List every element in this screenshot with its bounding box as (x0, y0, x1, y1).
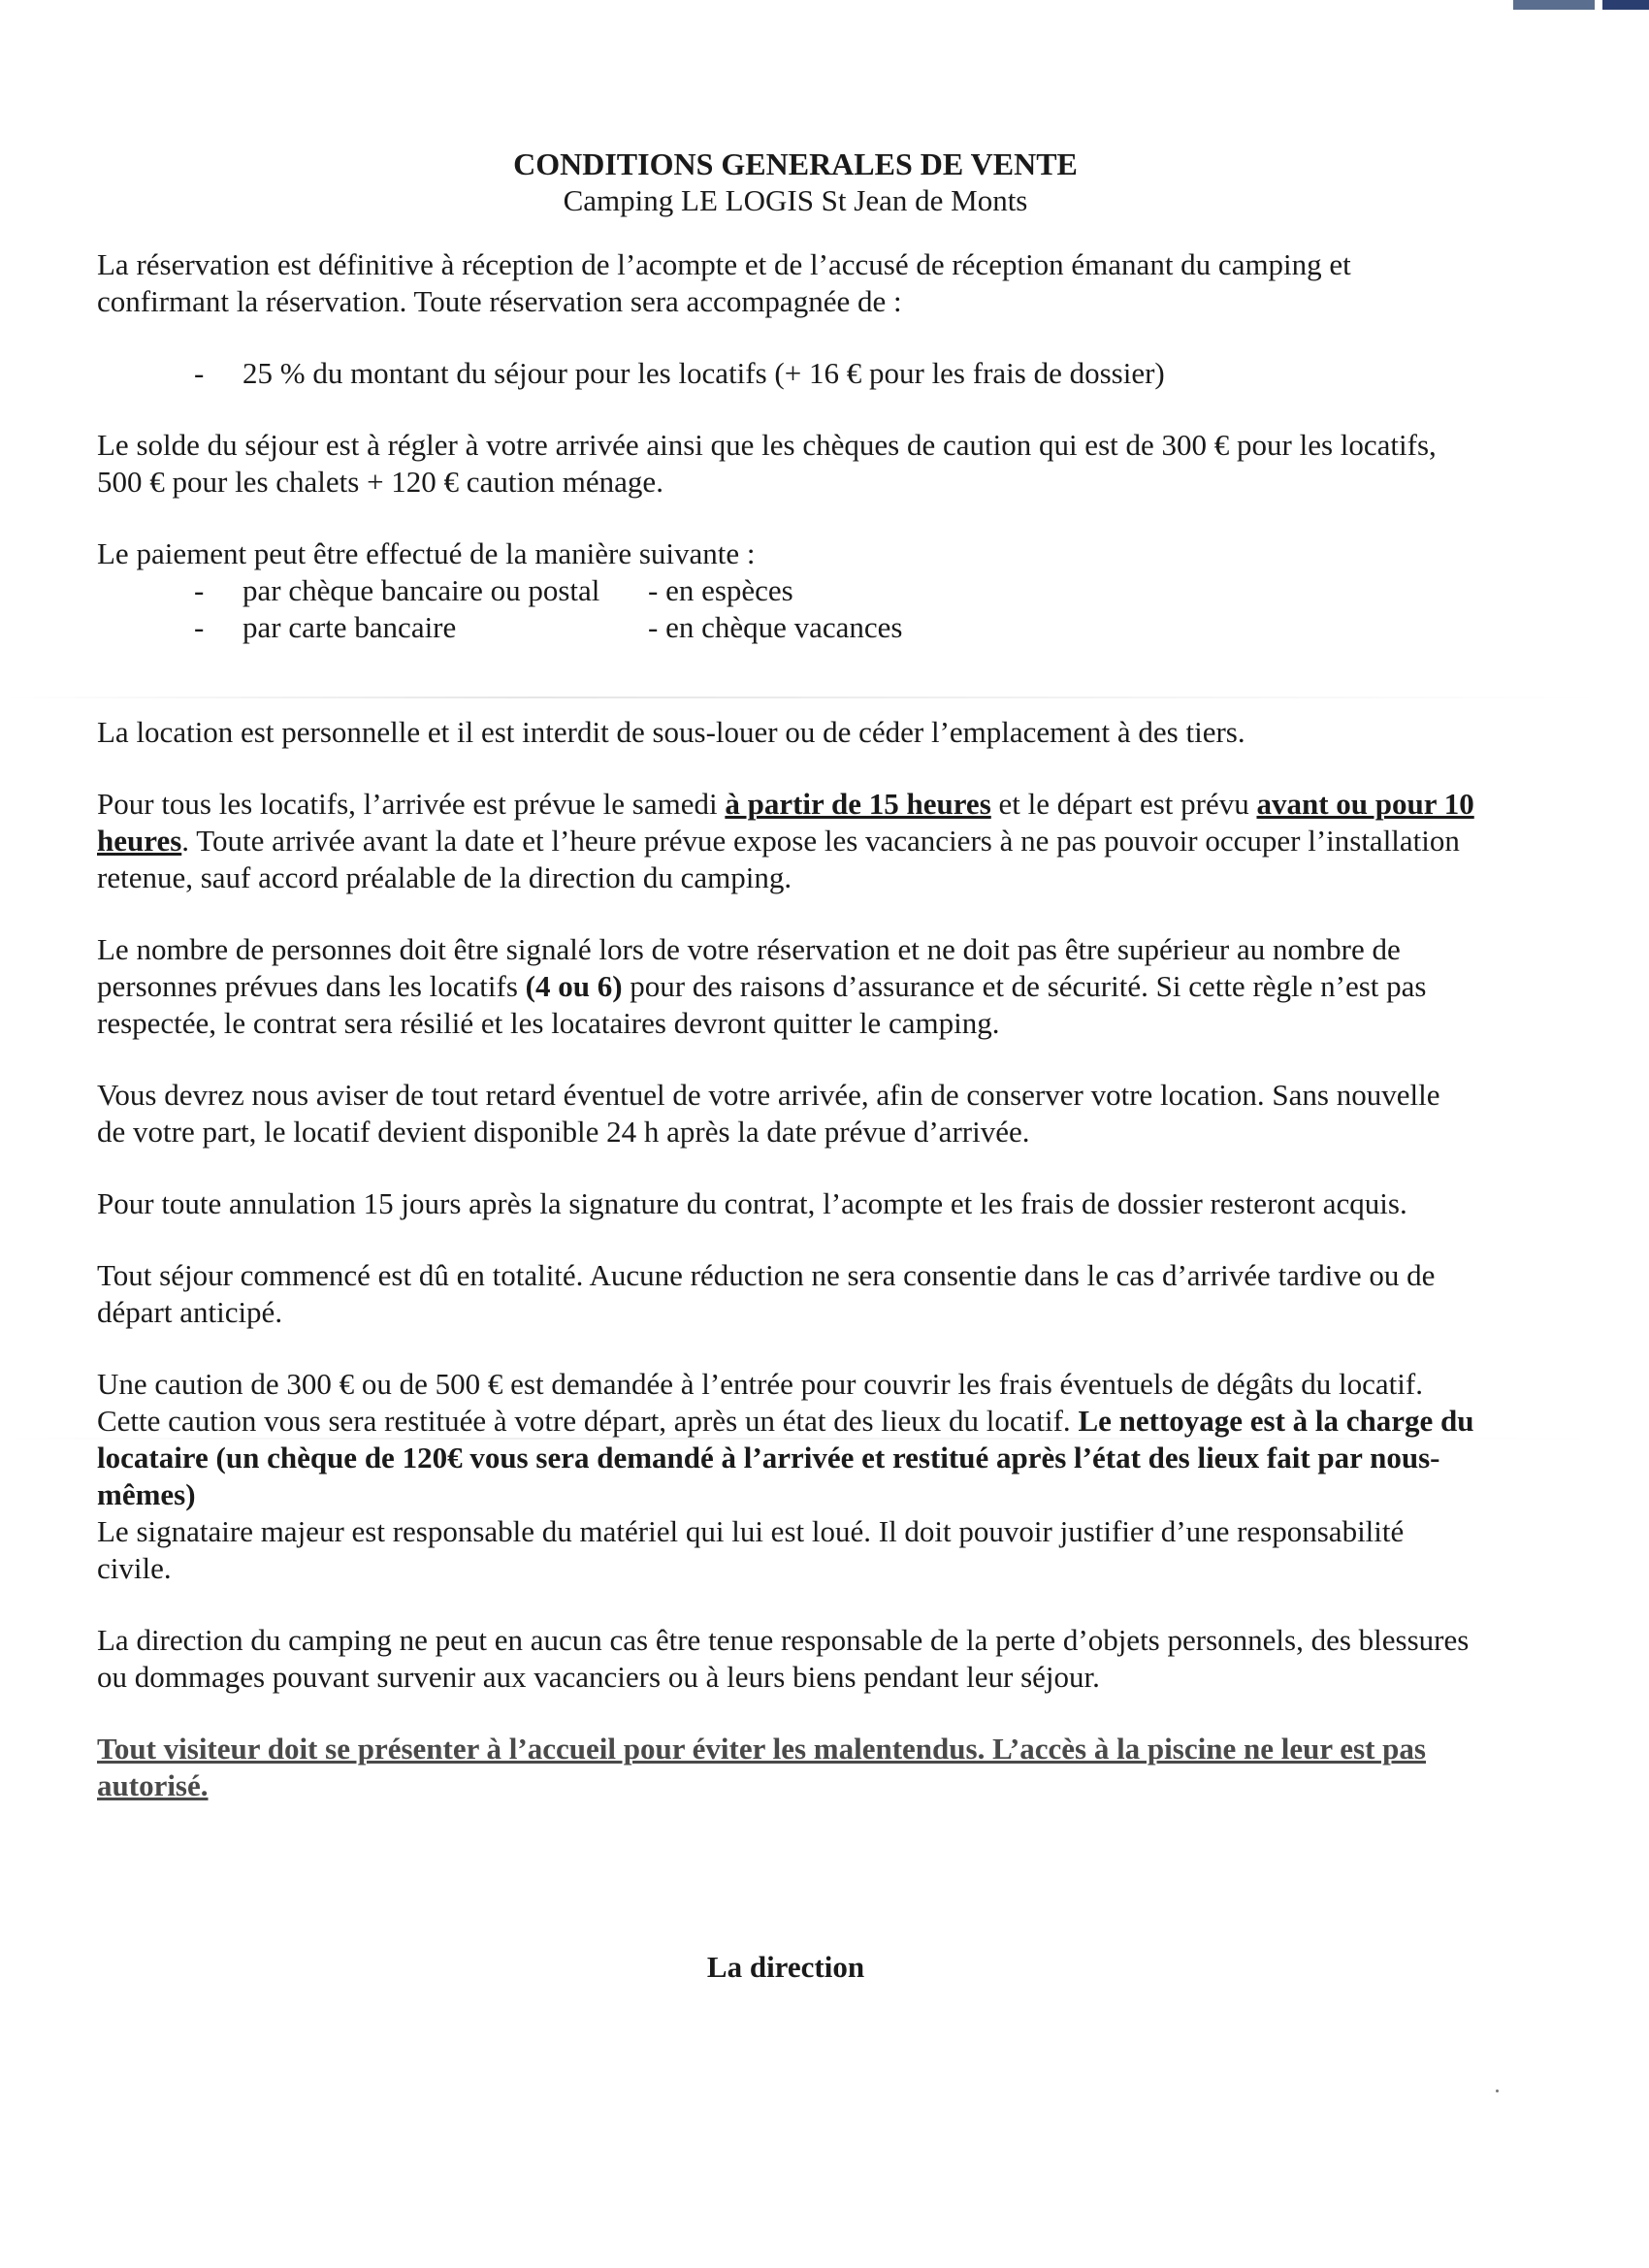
title-block (116, 146, 1474, 219)
payment-method: par chèque bancaire ou postal (242, 573, 600, 607)
occupancy-paragraph (97, 931, 1474, 1042)
arrival-time: à partir de 15 heures (725, 787, 991, 821)
cleaning-note: Le nettoyage est à la charge du locataire (un chèque de 120€ vous sera demandé à l’arrivée et restitué après l’état des lieux fait par nous-mêmes) (97, 1404, 1474, 1511)
scan-corner-mark (1513, 0, 1649, 14)
occupancy-text: Le nombre de personnes doit être signalé lors de votre réservation et ne doit pas être supérieur au nombre de personnes prévues dans les locatifs (97, 932, 1401, 1003)
cancellation-paragraph: Pour toute annulation 15 jours après la signature du contrat, l’acompte et les frais de dossier resteront acquis. (97, 1186, 1407, 1220)
bullet-dash: - (194, 356, 205, 390)
payment-section (97, 535, 1474, 646)
payment-method: - en chèque vacances (648, 610, 903, 644)
list-item-text: 25 % du montant du séjour pour les locatifs (+ 16 € pour les frais de dossier) (242, 356, 1165, 390)
deposit-text: Une caution de 300 € ou de 500 € est demandée à l’entrée pour couvrir les frais éventuels de dégâts du locatif. Cette caution vous sera restituée à votre départ, après un état des lieux du locatif. (97, 1367, 1423, 1438)
delay-paragraph: Vous devrez nous aviser de tout retard éventuel de votre arrivée, afin de conserver votre location. Sans nouvelle de votre part, le locatif devient disponible 24 h après la date prévue d’arrivée. (97, 1078, 1440, 1149)
payment-method: par carte bancaire (242, 610, 457, 644)
full-stay-paragraph: Tout séjour commencé est dû en totalité. Aucune réduction ne sera consentie dans le cas d’arrivée tardive ou de départ anticipé. (97, 1258, 1436, 1329)
page-title: CONDITIONS GENERALES DE VENTE (513, 146, 1078, 181)
scan-speck (1496, 2090, 1499, 2092)
payment-intro: Le paiement peut être effectué de la manière suivante : (97, 536, 756, 570)
page-subtitle: Camping LE LOGIS St Jean de Monts (563, 183, 1028, 217)
visitors-note: Tout visiteur doit se présenter à l’accueil pour éviter les malentendus. L’accès à la piscine ne leur est pas autorisé. (97, 1732, 1426, 1802)
reservation-list (97, 355, 1474, 392)
document-body (97, 146, 1474, 1839)
departure-time: avant ou pour 10 heures (97, 787, 1474, 858)
signature: La direction (706, 1950, 865, 1984)
deposit-paragraph (97, 1366, 1474, 1587)
occupancy-number: (4 ou 6) (525, 969, 623, 1003)
liability-paragraph: La direction du camping ne peut en aucun cas être tenue responsable de la perte d’objets personnels, des blessures ou dommages pouvant survenir aux vacanciers ou à leurs biens pendant leur séjour. (97, 1623, 1470, 1694)
arrival-text: . Toute arrivée avant la date et l’heure prévue expose les vacanciers à ne pas pouvoir occuper l’installation retenue, sauf accord préalable de la direction du camping. (97, 824, 1460, 894)
arrival-text: Pour tous les locatifs, l’arrivée est prévue le samedi (97, 787, 726, 821)
occupancy-text: pour des raisons d’assurance et de sécurité. Si cette règle n’est pas respectée, le contrat sera résilié et les locataires devront quitter le camping. (97, 969, 1427, 1040)
deposit-text: Le signataire majeur est responsable du matériel qui lui est loué. Il doit pouvoir justifier d’une responsabilité civile. (97, 1514, 1405, 1585)
personal-rental-paragraph: La location est personnelle et il est interdit de sous-louer ou de céder l’emplacement à des tiers. (97, 715, 1245, 749)
arrival-text: et le départ est prévu (990, 787, 1257, 821)
reservation-paragraph: La réservation est définitive à réception de l’acompte et de l’accusé de réception émanant du camping et confirmant la réservation. Toute réservation sera accompagnée de : (97, 247, 1351, 318)
payment-method: - en espèces (648, 573, 793, 607)
balance-paragraph: Le solde du séjour est à régler à votre arrivée ainsi que les chèques de caution qui est de 300 € pour les locatifs, 500 € pour les chalets + 120 € caution ménage. (97, 428, 1437, 499)
payment-row (97, 609, 1474, 646)
bullet-dash: - (194, 573, 205, 607)
payment-row (97, 572, 1474, 609)
bullet-dash: - (194, 610, 205, 644)
arrival-paragraph (97, 786, 1474, 896)
list-item (97, 355, 1474, 392)
